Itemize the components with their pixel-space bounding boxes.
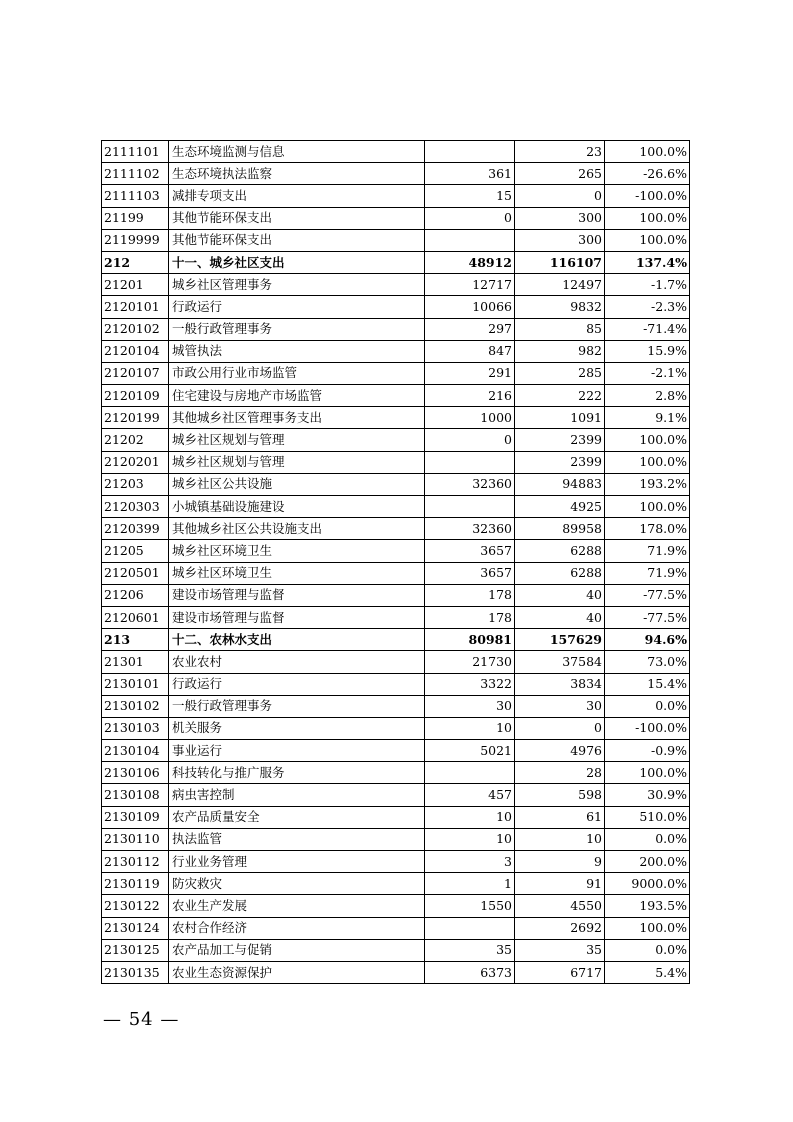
row-change-cell: 94.6% <box>605 629 690 651</box>
table-row <box>102 429 690 451</box>
row-code-cell: 21202 <box>102 429 169 451</box>
row-current-year-cell: 222 <box>515 385 605 407</box>
row-code-cell: 21301 <box>102 651 169 673</box>
row-name-cell: 防灾救灾 <box>169 873 425 895</box>
row-change-cell: 71.9% <box>605 562 690 584</box>
row-current-year-cell: 300 <box>515 229 605 251</box>
row-prev-year-cell: 3 <box>425 851 515 873</box>
table-row <box>102 274 690 296</box>
row-name-cell: 十一、城乡社区支出 <box>169 251 425 273</box>
table-row <box>102 651 690 673</box>
row-current-year-cell: 982 <box>515 340 605 362</box>
row-current-year-cell: 10 <box>515 828 605 850</box>
row-name-cell: 城管执法 <box>169 340 425 362</box>
row-change-cell: -100.0% <box>605 185 690 207</box>
row-prev-year-cell: 10 <box>425 828 515 850</box>
row-change-cell: 15.4% <box>605 673 690 695</box>
table-row <box>102 806 690 828</box>
table-row <box>102 961 690 983</box>
row-prev-year-cell <box>425 229 515 251</box>
row-prev-year-cell: 291 <box>425 362 515 384</box>
row-change-cell: 15.9% <box>605 340 690 362</box>
row-name-cell: 其他城乡社区公共设施支出 <box>169 518 425 540</box>
row-prev-year-cell: 3657 <box>425 562 515 584</box>
row-change-cell: 73.0% <box>605 651 690 673</box>
table-row <box>102 496 690 518</box>
row-change-cell: -2.3% <box>605 296 690 318</box>
table-row <box>102 229 690 251</box>
row-code-cell: 2120199 <box>102 407 169 429</box>
row-current-year-cell: 2399 <box>515 429 605 451</box>
row-code-cell: 21203 <box>102 473 169 495</box>
row-name-cell: 建设市场管理与监督 <box>169 606 425 628</box>
row-prev-year-cell: 15 <box>425 185 515 207</box>
row-change-cell: 137.4% <box>605 251 690 273</box>
row-name-cell: 农产品质量安全 <box>169 806 425 828</box>
table-row <box>102 762 690 784</box>
row-prev-year-cell: 297 <box>425 318 515 340</box>
row-name-cell: 小城镇基础设施建设 <box>169 496 425 518</box>
row-current-year-cell: 89958 <box>515 518 605 540</box>
row-change-cell: 193.2% <box>605 473 690 495</box>
row-current-year-cell: 35 <box>515 939 605 961</box>
row-prev-year-cell: 3322 <box>425 673 515 695</box>
row-code-cell: 2130124 <box>102 917 169 939</box>
table-body <box>102 141 690 984</box>
row-prev-year-cell: 1000 <box>425 407 515 429</box>
row-code-cell: 2130108 <box>102 784 169 806</box>
row-code-cell: 2120104 <box>102 340 169 362</box>
row-name-cell: 十二、农林水支出 <box>169 629 425 651</box>
row-name-cell: 机关服务 <box>169 717 425 739</box>
row-code-cell: 2130135 <box>102 961 169 983</box>
row-name-cell: 市政公用行业市场监管 <box>169 362 425 384</box>
table-row <box>102 629 690 651</box>
row-code-cell: 21206 <box>102 584 169 606</box>
row-code-cell: 2130101 <box>102 673 169 695</box>
row-name-cell: 城乡社区公共设施 <box>169 473 425 495</box>
table-row <box>102 939 690 961</box>
row-current-year-cell: 0 <box>515 185 605 207</box>
row-code-cell: 2130103 <box>102 717 169 739</box>
row-code-cell: 2130104 <box>102 740 169 762</box>
table-row <box>102 717 690 739</box>
table-row <box>102 917 690 939</box>
table-row <box>102 540 690 562</box>
row-prev-year-cell: 32360 <box>425 473 515 495</box>
row-name-cell: 城乡社区规划与管理 <box>169 451 425 473</box>
table-row <box>102 473 690 495</box>
row-change-cell: -0.9% <box>605 740 690 762</box>
row-prev-year-cell: 457 <box>425 784 515 806</box>
row-prev-year-cell: 21730 <box>425 651 515 673</box>
row-code-cell: 2120109 <box>102 385 169 407</box>
row-code-cell: 2120102 <box>102 318 169 340</box>
row-name-cell: 其他节能环保支出 <box>169 207 425 229</box>
row-code-cell: 2120201 <box>102 451 169 473</box>
table-row <box>102 207 690 229</box>
row-prev-year-cell <box>425 762 515 784</box>
budget-table <box>101 140 690 984</box>
table-row <box>102 851 690 873</box>
row-code-cell: 2120303 <box>102 496 169 518</box>
row-change-cell: -26.6% <box>605 163 690 185</box>
row-change-cell: 9.1% <box>605 407 690 429</box>
row-change-cell: 200.0% <box>605 851 690 873</box>
row-current-year-cell: 9832 <box>515 296 605 318</box>
row-change-cell: 100.0% <box>605 496 690 518</box>
row-name-cell: 行政运行 <box>169 296 425 318</box>
row-change-cell: 100.0% <box>605 207 690 229</box>
row-prev-year-cell: 80981 <box>425 629 515 651</box>
row-current-year-cell: 85 <box>515 318 605 340</box>
row-code-cell: 2111103 <box>102 185 169 207</box>
row-current-year-cell: 265 <box>515 163 605 185</box>
row-code-cell: 2120601 <box>102 606 169 628</box>
row-name-cell: 行业业务管理 <box>169 851 425 873</box>
row-name-cell: 行政运行 <box>169 673 425 695</box>
row-current-year-cell: 4550 <box>515 895 605 917</box>
table-row <box>102 362 690 384</box>
row-prev-year-cell: 178 <box>425 584 515 606</box>
row-prev-year-cell: 1 <box>425 873 515 895</box>
row-code-cell: 2130106 <box>102 762 169 784</box>
row-prev-year-cell: 0 <box>425 207 515 229</box>
table-row <box>102 296 690 318</box>
row-name-cell: 生态环境监测与信息 <box>169 141 425 163</box>
row-change-cell: 178.0% <box>605 518 690 540</box>
row-code-cell: 2130112 <box>102 851 169 873</box>
row-prev-year-cell: 48912 <box>425 251 515 273</box>
row-code-cell: 21205 <box>102 540 169 562</box>
row-prev-year-cell <box>425 141 515 163</box>
row-change-cell: 30.9% <box>605 784 690 806</box>
row-name-cell: 城乡社区环境卫生 <box>169 562 425 584</box>
row-prev-year-cell <box>425 496 515 518</box>
row-name-cell: 住宅建设与房地产市场监管 <box>169 385 425 407</box>
row-current-year-cell: 40 <box>515 606 605 628</box>
table-row <box>102 740 690 762</box>
row-current-year-cell: 6288 <box>515 562 605 584</box>
row-code-cell: 2120501 <box>102 562 169 584</box>
row-change-cell: 100.0% <box>605 141 690 163</box>
row-prev-year-cell: 1550 <box>425 895 515 917</box>
row-current-year-cell: 6288 <box>515 540 605 562</box>
row-code-cell: 2130102 <box>102 695 169 717</box>
row-current-year-cell: 157629 <box>515 629 605 651</box>
row-prev-year-cell: 3657 <box>425 540 515 562</box>
row-change-cell: -1.7% <box>605 274 690 296</box>
table-row <box>102 584 690 606</box>
row-code-cell: 2130122 <box>102 895 169 917</box>
row-change-cell: 2.8% <box>605 385 690 407</box>
table-row <box>102 251 690 273</box>
table-row <box>102 141 690 163</box>
row-current-year-cell: 9 <box>515 851 605 873</box>
row-code-cell: 2130110 <box>102 828 169 850</box>
row-current-year-cell: 91 <box>515 873 605 895</box>
row-current-year-cell: 30 <box>515 695 605 717</box>
row-name-cell: 科技转化与推广服务 <box>169 762 425 784</box>
row-name-cell: 病虫害控制 <box>169 784 425 806</box>
table-row <box>102 318 690 340</box>
table-row <box>102 340 690 362</box>
table-row <box>102 606 690 628</box>
row-change-cell: 9000.0% <box>605 873 690 895</box>
row-change-cell: 100.0% <box>605 451 690 473</box>
row-name-cell: 农业农村 <box>169 651 425 673</box>
row-current-year-cell: 2399 <box>515 451 605 473</box>
row-code-cell: 213 <box>102 629 169 651</box>
row-name-cell: 农业生产发展 <box>169 895 425 917</box>
row-code-cell: 2120107 <box>102 362 169 384</box>
table-row <box>102 185 690 207</box>
row-name-cell: 一般行政管理事务 <box>169 695 425 717</box>
row-change-cell: 100.0% <box>605 229 690 251</box>
row-current-year-cell: 4976 <box>515 740 605 762</box>
row-current-year-cell: 2692 <box>515 917 605 939</box>
row-current-year-cell: 6717 <box>515 961 605 983</box>
row-name-cell: 生态环境执法监察 <box>169 163 425 185</box>
page-number: — 54 — <box>103 1009 180 1030</box>
row-change-cell: 100.0% <box>605 762 690 784</box>
row-change-cell: 0.0% <box>605 939 690 961</box>
row-change-cell: 5.4% <box>605 961 690 983</box>
row-name-cell: 城乡社区环境卫生 <box>169 540 425 562</box>
table-row <box>102 673 690 695</box>
row-change-cell: -77.5% <box>605 584 690 606</box>
table-row <box>102 873 690 895</box>
row-prev-year-cell: 847 <box>425 340 515 362</box>
row-prev-year-cell: 10 <box>425 806 515 828</box>
row-code-cell: 2130125 <box>102 939 169 961</box>
row-current-year-cell: 12497 <box>515 274 605 296</box>
row-change-cell: -2.1% <box>605 362 690 384</box>
row-current-year-cell: 4925 <box>515 496 605 518</box>
table-row <box>102 695 690 717</box>
row-code-cell: 2130119 <box>102 873 169 895</box>
table-row <box>102 828 690 850</box>
row-current-year-cell: 37584 <box>515 651 605 673</box>
row-code-cell: 2111102 <box>102 163 169 185</box>
table-row <box>102 518 690 540</box>
row-name-cell: 农产品加工与促销 <box>169 939 425 961</box>
row-prev-year-cell: 35 <box>425 939 515 961</box>
row-prev-year-cell: 361 <box>425 163 515 185</box>
row-current-year-cell: 598 <box>515 784 605 806</box>
row-change-cell: 71.9% <box>605 540 690 562</box>
row-code-cell: 212 <box>102 251 169 273</box>
row-change-cell: 193.5% <box>605 895 690 917</box>
row-prev-year-cell: 216 <box>425 385 515 407</box>
row-prev-year-cell: 0 <box>425 429 515 451</box>
row-code-cell: 2111101 <box>102 141 169 163</box>
row-prev-year-cell: 30 <box>425 695 515 717</box>
row-code-cell: 21199 <box>102 207 169 229</box>
row-name-cell: 减排专项支出 <box>169 185 425 207</box>
table-row <box>102 163 690 185</box>
row-name-cell: 一般行政管理事务 <box>169 318 425 340</box>
row-name-cell: 建设市场管理与监督 <box>169 584 425 606</box>
table-row <box>102 451 690 473</box>
row-change-cell: 0.0% <box>605 828 690 850</box>
row-current-year-cell: 23 <box>515 141 605 163</box>
row-prev-year-cell: 10066 <box>425 296 515 318</box>
row-change-cell: 100.0% <box>605 917 690 939</box>
row-current-year-cell: 94883 <box>515 473 605 495</box>
row-current-year-cell: 61 <box>515 806 605 828</box>
table-row <box>102 562 690 584</box>
row-name-cell: 城乡社区管理事务 <box>169 274 425 296</box>
row-name-cell: 农业生态资源保护 <box>169 961 425 983</box>
row-code-cell: 2130109 <box>102 806 169 828</box>
row-prev-year-cell <box>425 917 515 939</box>
row-current-year-cell: 116107 <box>515 251 605 273</box>
row-name-cell: 其他城乡社区管理事务支出 <box>169 407 425 429</box>
row-change-cell: 0.0% <box>605 695 690 717</box>
row-current-year-cell: 0 <box>515 717 605 739</box>
row-current-year-cell: 285 <box>515 362 605 384</box>
row-current-year-cell: 40 <box>515 584 605 606</box>
table-row <box>102 385 690 407</box>
table-row <box>102 407 690 429</box>
row-name-cell: 农村合作经济 <box>169 917 425 939</box>
row-code-cell: 2119999 <box>102 229 169 251</box>
row-change-cell: 100.0% <box>605 429 690 451</box>
row-prev-year-cell: 12717 <box>425 274 515 296</box>
row-prev-year-cell <box>425 451 515 473</box>
table-row <box>102 895 690 917</box>
row-current-year-cell: 1091 <box>515 407 605 429</box>
row-current-year-cell: 3834 <box>515 673 605 695</box>
row-name-cell: 执法监管 <box>169 828 425 850</box>
row-prev-year-cell: 178 <box>425 606 515 628</box>
row-change-cell: -71.4% <box>605 318 690 340</box>
row-prev-year-cell: 32360 <box>425 518 515 540</box>
row-code-cell: 2120101 <box>102 296 169 318</box>
row-change-cell: -100.0% <box>605 717 690 739</box>
row-code-cell: 21201 <box>102 274 169 296</box>
row-current-year-cell: 28 <box>515 762 605 784</box>
row-name-cell: 事业运行 <box>169 740 425 762</box>
row-change-cell: 510.0% <box>605 806 690 828</box>
row-code-cell: 2120399 <box>102 518 169 540</box>
row-name-cell: 城乡社区规划与管理 <box>169 429 425 451</box>
row-prev-year-cell: 6373 <box>425 961 515 983</box>
row-name-cell: 其他节能环保支出 <box>169 229 425 251</box>
table-row <box>102 784 690 806</box>
row-prev-year-cell: 5021 <box>425 740 515 762</box>
row-prev-year-cell: 10 <box>425 717 515 739</box>
row-change-cell: -77.5% <box>605 606 690 628</box>
row-current-year-cell: 300 <box>515 207 605 229</box>
